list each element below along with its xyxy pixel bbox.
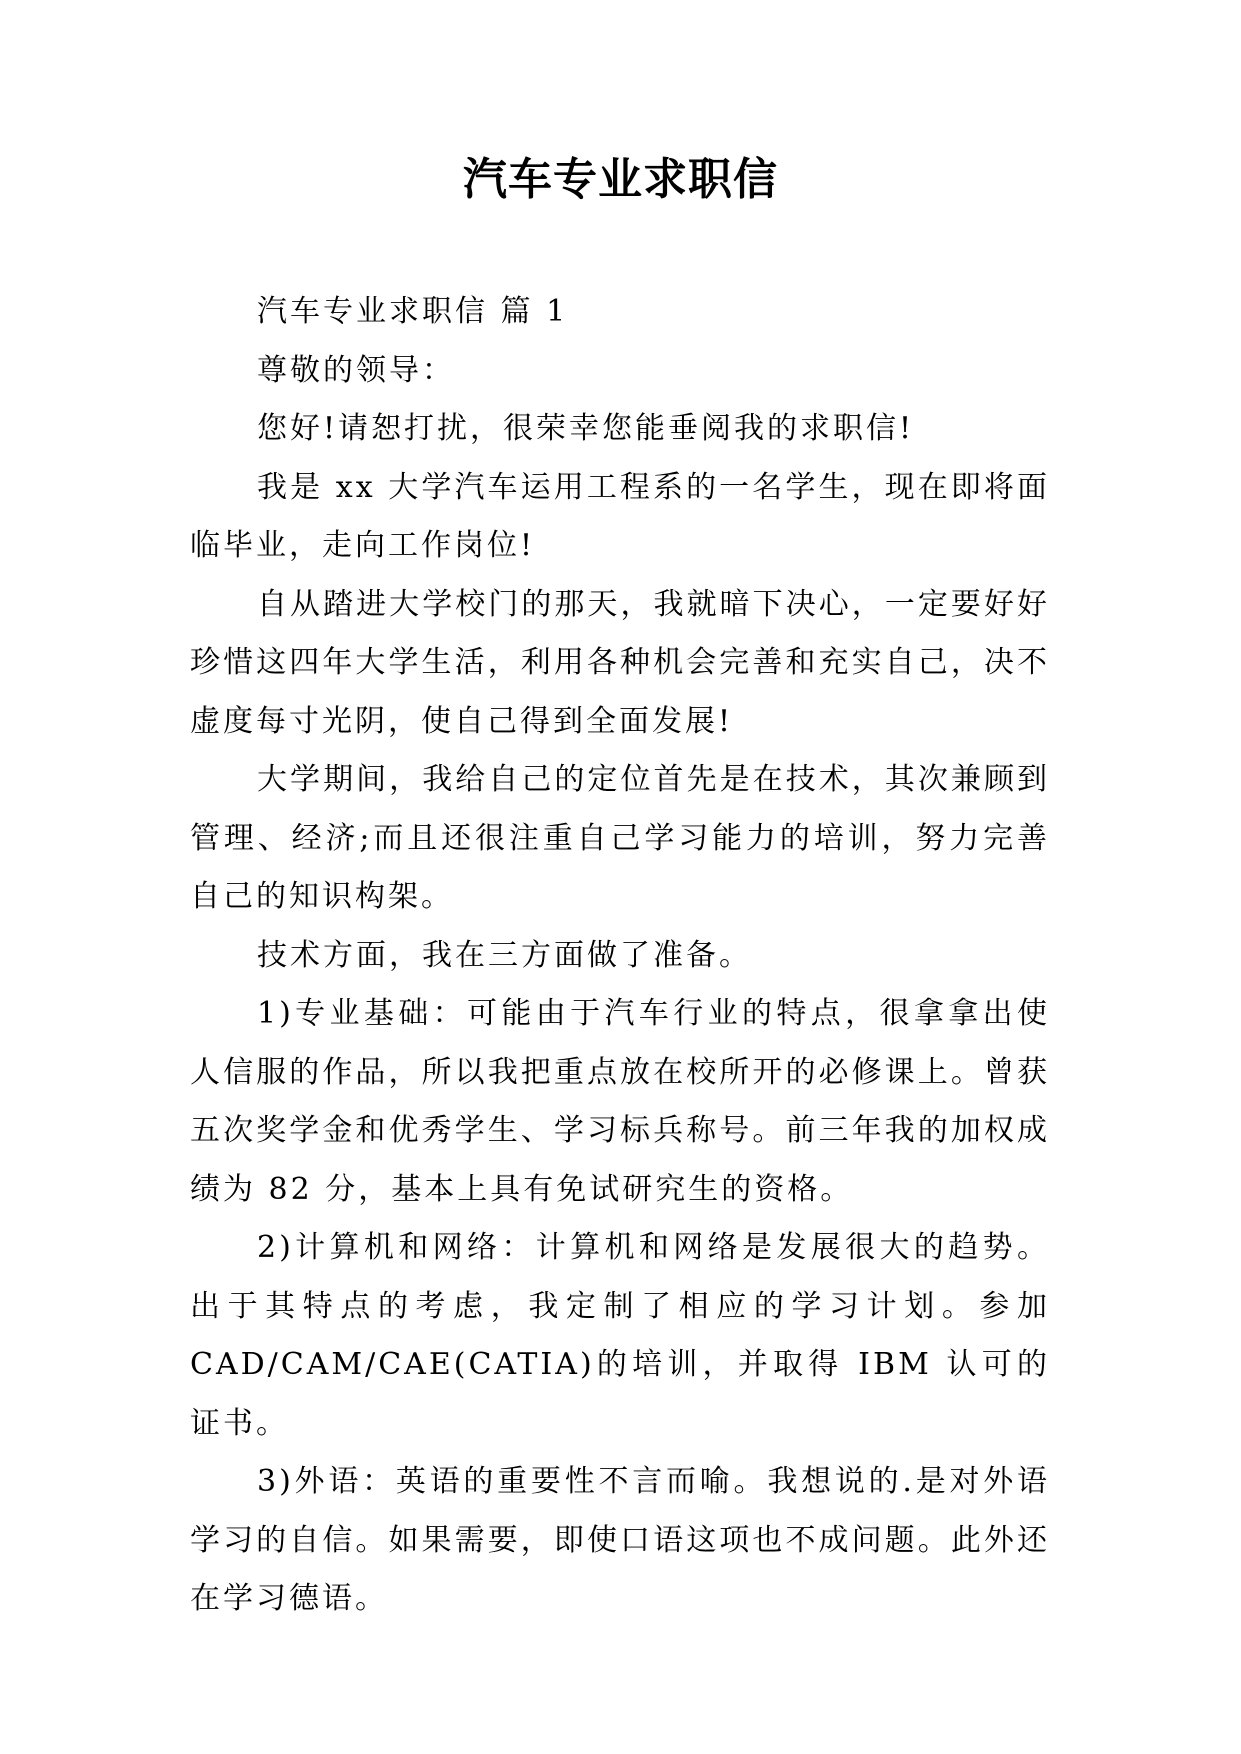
foreign-language-paragraph: 3)外语：英语的重要性不言而喻。我想说的.是对外语学习的自信。如果需要，即使口语这项也不成问题。此外还在学习德语。 <box>190 1464 1050 1616</box>
resolve-paragraph: 自从踏进大学校门的那天，我就暗下决心，一定要好好珍惜这四年大学生活，利用各种机会完善和充实自己，决不虚度每寸光阴，使自己得到全面发展! <box>190 586 1050 739</box>
professional-basics-paragraph: 1)专业基础：可能由于汽车行业的特点，很拿拿出使人信服的作品，所以我把重点放在校所开的必修课上。曾获五次奖学金和优秀学生、学习标兵称号。前三年我的加权成绩为 82 分，基本上具有免试研究生的资格。 <box>190 996 1050 1207</box>
document-body <box>190 283 1050 1629</box>
intro-paragraph: 我是 xx 大学汽车运用工程系的一名学生，现在即将面临毕业，走向工作岗位! <box>190 469 1050 563</box>
positioning-paragraph: 大学期间，我给自己的定位首先是在技术，其次兼顾到管理、经济;而且还很注重自己学习能力的培训，努力完善自己的知识构架。 <box>190 762 1050 914</box>
section-heading: 汽车专业求职信 篇 1 <box>257 294 569 329</box>
computer-network-paragraph: 2)计算机和网络：计算机和网络是发展很大的趋势。出于其特点的考虑，我定制了相应的学习计划。参加 CAD/CAM/CAE(CATIA)的培训，并取得 IBM 认可的证书。 <box>190 1230 1050 1441</box>
document-title: 汽车专业求职信 <box>463 154 778 205</box>
technical-intro-paragraph: 技术方面，我在三方面做了准备。 <box>257 937 752 973</box>
salutation: 尊敬的领导： <box>257 352 455 388</box>
greeting-paragraph: 您好!请恕打扰，很荣幸您能垂阅我的求职信! <box>257 411 915 446</box>
